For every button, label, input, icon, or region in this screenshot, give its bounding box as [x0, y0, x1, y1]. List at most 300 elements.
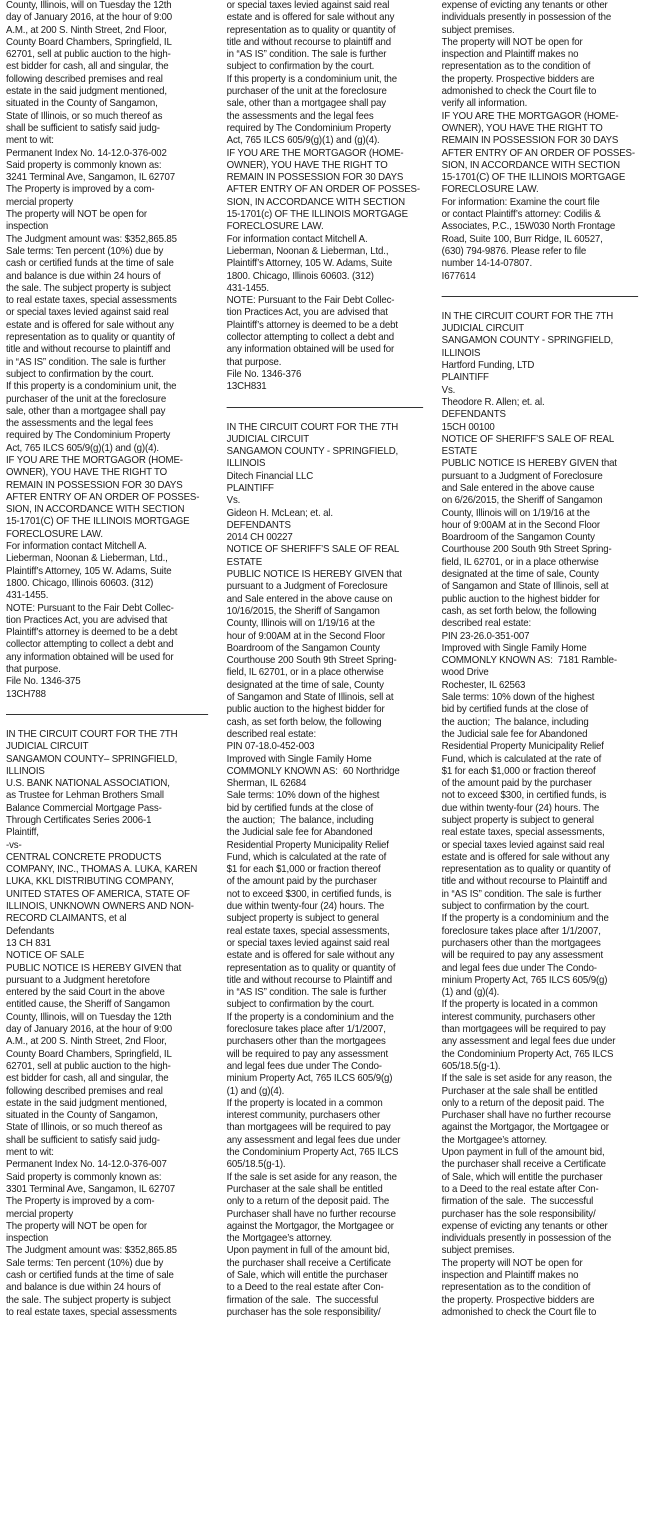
notice-text-line: ESTATE [441, 446, 478, 458]
notice-text-line: minium Property Act, 765 ILCS 605/9(g) [441, 974, 608, 986]
column-2 [221, 0, 423, 1524]
notice-text-line: State of Illinois, or so much thereof as [6, 110, 163, 122]
notice-text-line: in “AS IS” condition. The sale is further [226, 49, 387, 61]
notice-text-line: foreclosure takes place after 1/1/2007, [441, 925, 601, 937]
notice-text-line: 605/18.5(g-1). [226, 1159, 286, 1171]
notice-text-line: The property will NOT be open for [6, 209, 147, 221]
notice-text-line: If the property is a condominium and the [226, 1011, 394, 1023]
notice-text-line: of Sangamon and State of Illinois, sell at [441, 581, 609, 593]
notice-text-line: NOTE: Pursuant to the Fair Debt Collec- [6, 602, 174, 614]
notice-text-line: bid by certified funds at the close of [441, 704, 589, 716]
notice-text-line: real estate taxes, special assessments, [226, 925, 390, 937]
notice-divider [6, 714, 208, 715]
notice-text-line: Courthouse 200 South 9th Street Spring- [226, 655, 397, 667]
notice-text-line: ment to wit: [6, 135, 54, 147]
notice-text-line: estate in the said judgment mentioned, [6, 1097, 167, 1109]
notice-text-line: OWNER), YOU HAVE THE RIGHT TO [6, 467, 168, 479]
notice-text-line: the Condominium Property Act, 765 ILCS [226, 1147, 399, 1159]
notice-text-line: following described premises and real [6, 73, 163, 85]
notice-text-line: County, Illinois, will on Tuesday the 12th [6, 1011, 172, 1023]
notice-text-line: as Trustee for Lehman Brothers Small [6, 790, 164, 802]
legal-notice [6, 729, 208, 1319]
notice-text-line: designated at the time of sale, County [226, 679, 384, 691]
notice-text-line: 2014 CH 00227 [226, 532, 293, 544]
notice-text-line: The property will NOT be open for [441, 36, 583, 48]
notice-text-line: NOTICE OF SALE [6, 950, 85, 962]
notice-text-line: COMPANY, INC., THOMAS A. LUKA, KAREN [6, 864, 198, 876]
notice-text-line: -vs- [6, 839, 22, 851]
notice-text-line: collector attempting to collect a debt and [226, 332, 394, 344]
notice-text-line: due within twenty-four (24) hours. The [441, 802, 600, 814]
notice-text-line: the auction; The balance, including [226, 815, 374, 826]
notice-text-line: 15-1701(C) OF THE ILLINOIS MORTGAGE [441, 172, 626, 184]
notice-text-line: ILLINOIS [441, 347, 481, 359]
notice-text-line: title and without recourse to plaintiff and [6, 344, 171, 356]
notice-text-line: purchaser has the sole responsibility/ [226, 1306, 381, 1318]
notice-text-line: Said property is commonly known as: [6, 1171, 162, 1183]
notice-text-line: expense of evicting any tenants or other [441, 0, 608, 11]
notice-text-line: Said property is commonly known as: [6, 159, 162, 171]
notice-text-line: JUDICIAL CIRCUIT [226, 433, 309, 445]
legal-notice [442, 311, 638, 1319]
notice-text-line: bid by certified funds at the close of [226, 802, 374, 814]
notice-text-line: than mortgagees will be required to pay [441, 1024, 606, 1036]
notice-text-line: shall be sufficient to satisfy said judg- [6, 1134, 160, 1146]
notice-text-line: field, IL 62701, or in a place otherwise [441, 556, 599, 568]
notice-text-line: County, Illinois will on 1/19/16 at the [441, 507, 590, 519]
notice-text-line: 15-1701(c) OF THE ILLINOIS MORTGAGE [226, 209, 409, 221]
notice-text-line: IN THE CIRCUIT COURT FOR THE 7TH [6, 728, 178, 740]
notice-text-line: cash or certified funds at the time of sale [6, 1269, 174, 1281]
notice-text-line: AFTER ENTRY OF AN ORDER OF POSSES- [441, 147, 635, 159]
notice-text-line: minium Property Act, 765 ILCS 605/9(g) [226, 1073, 393, 1085]
notice-text-line: estate and is offered for sale without any [6, 319, 174, 331]
notice-text-line: 605/18.5(g-1). [441, 1060, 501, 1072]
notice-text-line: I677614 [441, 270, 476, 282]
notice-text-line: day of January 2016, at the hour of 9:00 [6, 12, 173, 24]
notice-text-line: Road, Suite 100, Burr Ridge, IL 60527, [441, 233, 603, 245]
notice-text-line: 1800. Chicago, Illinois 60603. (312) [6, 577, 154, 589]
notice-text-line: that purpose. [6, 664, 61, 676]
notice-text-line: The property will NOT be open for [6, 1220, 147, 1232]
notice-text-line: estate in the said judgment mentioned, [6, 86, 167, 98]
notice-text-line: day of January 2016, at the hour of 9:00 [6, 1024, 173, 1036]
notice-text-line: IF YOU ARE THE MORTGAGOR (HOME- [226, 147, 404, 159]
notice-text-line: PLAINTIFF [441, 372, 489, 384]
notice-text-line: to a Deed to the real estate after Con- [226, 1282, 384, 1294]
column-3 [436, 0, 638, 1524]
notice-text-line: PUBLIC NOTICE IS HEREBY GIVEN that [6, 962, 182, 974]
notice-text-line: SANGAMON COUNTY - SPRINGFIELD, [441, 335, 614, 347]
legal-notice [6, 0, 208, 701]
notice-text-line: real estate taxes, special assessments, [441, 827, 605, 839]
notice-text-line: representation as to the condition of [441, 1282, 591, 1294]
notice-text-line: foreclosure takes place after 1/1/2007, [226, 1024, 386, 1036]
notice-text-line: the property. Prospective bidders are [441, 1294, 595, 1306]
notice-text-line: the Mortgagee’s attorney. [441, 1134, 547, 1146]
notice-text-line: the Condominium Property Act, 765 ILCS [441, 1048, 614, 1060]
notice-text-line: the Judicial sale fee for Abandoned [226, 827, 373, 839]
notice-text-line: FORECLOSURE LAW. [441, 184, 539, 196]
notice-text-line: individuals presently in possession of the [441, 12, 612, 24]
notice-text-line: expense of evicting any tenants or other [441, 1220, 608, 1232]
notice-text-line: FORECLOSURE LAW. [6, 528, 103, 540]
notice-text-line: estate and is offered for sale without any [226, 950, 395, 962]
notice-text-line: of the amount paid by the purchaser [441, 778, 592, 790]
notice-text-line: NOTICE OF SHERIFF’S SALE OF REAL [441, 433, 615, 445]
legal-notice [442, 0, 638, 283]
notice-text-line: Gideon H. McLean; et. al. [226, 507, 333, 519]
notice-text-line: Rochester, IL 62563 [441, 679, 526, 691]
notice-text-line: and balance is due within 24 hours of [6, 270, 161, 282]
notice-text-line: PUBLIC NOTICE IS HEREBY GIVEN that [441, 458, 617, 470]
notice-text-line: Purchaser shall have no further recourse [226, 1208, 396, 1220]
notice-text-line: Lieberman, Noonan & Lieberman, Ltd., [6, 553, 168, 565]
notice-text-line: Sale terms: Ten percent (10%) due by [6, 245, 164, 257]
notice-text-line: REMAIN IN POSSESSION FOR 30 DAYS [441, 135, 619, 147]
notice-text-line: any information obtained will be used for [226, 344, 395, 356]
notice-text-line: mercial property [6, 196, 74, 208]
notice-text-line: File No. 1346-376 [226, 368, 302, 380]
notice-text-line: verify all information. [441, 98, 528, 110]
notice-text-line: or contact Plaintiff’s attorney: Codilis & [441, 209, 601, 221]
notice-text-line: to real estate taxes, special assessments [6, 295, 177, 307]
notice-text-line: 3241 Terminal Ave, Sangamon, IL 62707 [6, 172, 175, 184]
notice-text-line: due within twenty-four (24) hours. The [226, 901, 385, 913]
notice-text-line: entered by the said Court in the above [6, 987, 165, 999]
notice-text-line: of the amount paid by the purchaser [226, 876, 377, 888]
notice-text-line: County, Illinois will on 1/19/16 at the [226, 618, 375, 630]
notice-text-line: will be required to pay any assessment [226, 1048, 389, 1060]
notice-text-line: IN THE CIRCUIT COURT FOR THE 7TH [441, 310, 614, 322]
notice-text-line: 431-1455. [6, 590, 49, 602]
notice-text-line: Defendants [6, 925, 55, 937]
notice-text-line: PLAINTIFF [226, 482, 274, 494]
notice-text-line: representation as to quality or quantity of [6, 332, 175, 344]
notice-text-line: For information contact Mitchell A. [226, 233, 368, 245]
column-1 [6, 0, 208, 1524]
notice-text-line: (1) and (g)(4). [441, 987, 500, 999]
notice-text-line: FORECLOSURE LAW. [226, 221, 324, 233]
notice-text-line: subject to confirmation by the court. [226, 999, 375, 1011]
notice-text-line: Fund, which is calculated at the rate of [226, 851, 387, 863]
notice-text-line: required by The Condominium Property [6, 430, 171, 442]
notice-text-line: any information obtained will be used for [6, 651, 174, 663]
notice-text-line: in “AS IS” condition. The sale is further [226, 987, 387, 999]
column-2-content [227, 0, 423, 1319]
notice-text-line: the Mortgagee’s attorney. [226, 1233, 332, 1245]
notice-text-line: described real estate: [441, 618, 532, 630]
notice-text-line: admonished to check the Court file to [441, 1306, 597, 1318]
notice-text-line: Permanent Index No. 14-12.0-376-007 [6, 1159, 167, 1171]
notice-text-line: the purchaser shall receive a Certificate [226, 1257, 391, 1269]
notice-text-line: than mortgagees will be required to pay [226, 1122, 391, 1134]
notice-text-line: If the sale is set aside for any reason, the [441, 1073, 612, 1085]
notice-text-line: wood Drive [441, 667, 489, 679]
notice-divider [227, 407, 423, 408]
notice-text-line: SION, IN ACCORDANCE WITH SECTION [441, 159, 620, 171]
legal-notice [227, 422, 423, 1320]
notice-text-line: estate and is offered for sale without any [441, 851, 610, 863]
notice-text-line: shall be sufficient to satisfy said judg- [6, 122, 160, 134]
notice-text-line: 62701, sell at public auction to the high- [6, 1060, 171, 1072]
notice-text-line: JUDICIAL CIRCUIT [441, 323, 524, 335]
notice-text-line: Vs. [226, 495, 241, 507]
notice-text-line: admonished to check the Court file to [441, 86, 597, 98]
notice-text-line: purchaser has the sole responsibility/ [441, 1208, 596, 1220]
notice-text-line: subject to confirmation by the court. [226, 61, 375, 73]
notice-text-line: field, IL 62701, or in a place otherwise [226, 667, 384, 679]
notice-text-line: inspection [6, 1233, 49, 1245]
notice-text-line: Balance Commercial Mortgage Pass- [6, 802, 162, 814]
notice-text-line: the purchaser shall receive a Certificate [441, 1159, 606, 1171]
notice-text-line: SION, IN ACCORDANCE WITH SECTION [6, 504, 185, 516]
notice-text-line: 13 CH 831 [6, 937, 52, 949]
notice-text-line: and legal fees due under The Condo- [226, 1060, 382, 1072]
notice-text-line: Sale terms: Ten percent (10%) due by [6, 1257, 164, 1269]
notice-text-line: of Sale, which will entitle the purchaser [226, 1269, 388, 1281]
notice-text-line: County Board Chambers, Springfield, IL [6, 1048, 172, 1060]
notice-text-line: in “AS IS” condition. The sale is further [441, 888, 602, 900]
notice-text-line: $1 for each $1,000 or fraction thereof [441, 765, 596, 777]
notice-text-line: IN THE CIRCUIT COURT FOR THE 7TH [226, 421, 399, 433]
notice-text-line: If this property is a condominium unit, the [6, 381, 177, 393]
notice-text-line: purchaser of the unit at the foreclosure [226, 86, 387, 98]
notice-text-line: purchasers other than the mortgagees [226, 1036, 386, 1048]
notice-text-line: mercial property [6, 1208, 74, 1220]
notice-text-line: tion Practices Act, you are advised that [226, 307, 388, 319]
notice-text-line: PUBLIC NOTICE IS HEREBY GIVEN that [226, 569, 402, 581]
notice-text-line: only to a return of the deposit paid. The [226, 1196, 390, 1208]
notice-text-line: not to exceed $300, in certified funds, is [226, 888, 392, 900]
notice-text-line: REMAIN IN POSSESSION FOR 30 DAYS [6, 479, 183, 491]
notice-text-line: Vs. [441, 384, 456, 396]
notice-text-line: County, Illinois, will on Tuesday the 12th [6, 0, 172, 11]
notice-text-line: IF YOU ARE THE MORTGAGOR (HOME- [441, 110, 619, 122]
notice-text-line: File No. 1346-375 [6, 676, 81, 688]
notice-text-line: the sale. The subject property is subject [6, 282, 171, 294]
notice-text-line: (630) 794-9876. Please refer to file [441, 245, 587, 257]
notice-text-line: and legal fees due under The Condo- [441, 962, 597, 974]
notice-text-line: Plaintiff’s Attorney, 105 W. Adams, Suite [6, 565, 172, 577]
notice-text-line: Fund, which is calculated at the rate of [441, 753, 602, 765]
notice-text-line: NOTICE OF SHERIFF’S SALE OF REAL [226, 544, 400, 556]
notice-text-line: Theodore R. Allen; et. al. [441, 396, 545, 408]
notice-text-line: cash or certified funds at the time of sale [6, 258, 174, 270]
notice-text-line: If the property is located in a common [226, 1097, 383, 1109]
notice-text-line: PIN 07-18.0-452-003 [226, 741, 315, 753]
notice-text-line: If the sale is set aside for any reason, the [226, 1171, 397, 1183]
notice-text-line: PIN 23-26.0-351-007 [441, 630, 530, 642]
notice-text-line: 62701, sell at public auction to the high- [6, 49, 171, 61]
notice-text-line: entitled cause, the Sheriff of Sangamon [6, 999, 170, 1011]
notice-text-line: DEFENDANTS [441, 409, 506, 421]
notice-text-line: (1) and (g)(4). [226, 1085, 285, 1097]
notice-text-line: title and without recourse to Plaintiff and [441, 876, 608, 888]
notice-text-line: ILLINOIS [226, 458, 266, 470]
notice-text-line: A.M., at 200 S. Ninth Street, 2nd Floor, [6, 1036, 167, 1048]
notice-text-line: Purchaser at the sale shall be entitled [441, 1085, 598, 1097]
notice-text-line: A.M., at 200 S. Ninth Street, 2nd Floor, [6, 24, 167, 36]
notice-text-line: inspection and Plaintiff makes no [441, 1269, 579, 1281]
notice-text-line: and Sale entered in the above cause [441, 482, 595, 494]
notice-text-line: the auction; The balance, including [441, 716, 589, 728]
notice-text-line: tion Practices Act, you are advised that [6, 614, 168, 626]
notice-text-line: subject property is subject to general [226, 913, 379, 925]
notice-text-line: 1800. Chicago, Illinois 60603. (312) [226, 270, 374, 282]
notice-text-line: title and without recourse to Plaintiff and [226, 974, 393, 986]
notice-text-line: CENTRAL CONCRETE PRODUCTS [6, 851, 162, 863]
notice-text-line: est bidder for cash, all and singular, the [6, 61, 169, 73]
notice-text-line: If the property is a condominium and the [441, 913, 609, 925]
notice-text-line: or special taxes levied against said real [226, 937, 390, 949]
notice-text-line: LUKA, KKL DISTRIBUTING COMPANY, [6, 876, 174, 888]
notice-text-line: AFTER ENTRY OF AN ORDER OF POSSES- [226, 184, 420, 196]
notice-text-line: The Judgment amount was: $352,865.85 [6, 1245, 177, 1257]
notice-text-line: public auction to the highest bidder for [226, 704, 385, 716]
notice-text-line: designated at the time of sale, County [441, 569, 599, 581]
notice-text-line: will be required to pay any assessment [441, 950, 604, 962]
notice-text-line: the property. Prospective bidders are [441, 73, 595, 85]
notice-text-line: on 6/26/2015, the Sheriff of Sangamon [441, 495, 603, 507]
notice-text-line: interest community, purchasers other [441, 1011, 596, 1023]
notice-text-line: representation as to the condition of [441, 61, 591, 73]
notice-text-line: JUDICIAL CIRCUIT [6, 741, 89, 753]
notice-text-line: Boardroom of the Sangamon County [226, 642, 380, 654]
notice-text-line: For information contact Mitchell A. [6, 541, 147, 553]
notice-text-line: and balance is due within 24 hours of [6, 1282, 161, 1294]
notice-text-line: COMMONLY KNOWN AS: 7181 Ramble- [441, 655, 617, 667]
notice-text-line: AFTER ENTRY OF AN ORDER OF POSSES- [6, 491, 200, 503]
column-1-content [6, 0, 208, 1319]
notice-text-line: estate and is offered for sale without any [226, 12, 395, 24]
notice-text-line: Boardroom of the Sangamon County [441, 532, 595, 544]
notice-text-line: ILLINOIS, UNKNOWN OWNERS AND NON- [6, 901, 194, 913]
notice-text-line: Improved with Single Family Home [441, 642, 587, 654]
notice-text-line: representation as to quality or quantity of [441, 864, 611, 876]
notice-text-line: U.S. BANK NATIONAL ASSOCIATION, [6, 778, 170, 790]
legal-notice [227, 0, 423, 394]
notice-text-line: of Sale, which will entitle the purchaser [441, 1171, 603, 1183]
notice-text-line: hour of 9:00AM at in the Second Floor [226, 630, 386, 642]
notice-text-line: For information: Examine the court file [441, 196, 600, 208]
notice-text-line: firmation of the sale. The successful [226, 1294, 379, 1306]
notice-text-line: Upon payment in full of the amount bid, [226, 1245, 390, 1257]
notice-text-line: Purchaser shall have no further recourse [441, 1110, 611, 1122]
notice-text-line: Plaintiff’s Attorney, 105 W. Adams, Suite [226, 258, 393, 270]
notice-text-line: subject premises. [441, 1245, 515, 1257]
notice-text-line: The Property is improved by a com- [6, 184, 155, 196]
notice-text-line: that purpose. [226, 356, 282, 368]
notice-text-line: IF YOU ARE THE MORTGAGOR (HOME- [6, 454, 183, 466]
notice-text-line: pursuant to a Judgment heretofore [6, 974, 150, 986]
notice-text-line: and Sale entered in the above cause on [226, 593, 393, 605]
notice-text-line: Plaintiff’s attorney is deemed to be a debt [6, 627, 178, 639]
notice-text-line: ESTATE [226, 556, 263, 568]
notice-text-line: pursuant to a Judgment of Foreclosure [441, 470, 603, 482]
notice-text-line: Plaintiff, [6, 827, 39, 839]
notice-text-line: OWNER), YOU HAVE THE RIGHT TO [441, 122, 603, 134]
notice-text-line: NOTE: Pursuant to the Fair Debt Collec- [226, 295, 395, 307]
notice-text-line: or special taxes levied against said real [441, 839, 605, 851]
notice-text-line: subject premises. [441, 24, 515, 36]
notice-text-line: Improved with Single Family Home [226, 753, 372, 765]
notice-text-line: individuals presently in possession of the [441, 1233, 612, 1245]
notice-text-line: SION, IN ACCORDANCE WITH SECTION [226, 196, 405, 208]
notice-text-line: SANGAMON COUNTY– SPRINGFIELD, [6, 753, 178, 765]
notice-text-line: to a Deed to the real estate after Con- [441, 1183, 599, 1195]
notice-text-line: Act, 765 ILCS 605/9(g)(1) and (g)(4). [226, 135, 380, 147]
notice-text-line: pursuant to a Judgment of Foreclosure [226, 581, 388, 593]
notice-text-line: 13CH788 [6, 688, 46, 700]
notice-text-line: State of Illinois, or so much thereof as [6, 1122, 163, 1134]
notice-text-line: Associates, P.C., 15W030 North Frontage [441, 221, 616, 233]
notice-text-line: Sherman, IL 62684 [226, 778, 307, 790]
notice-text-line: cash, as set forth below, the following [441, 605, 597, 617]
notice-text-line: Through Certificates Series 2006-1 [6, 815, 152, 826]
notice-text-line: in “AS IS” condition. The sale is further [6, 356, 166, 368]
notice-text-line: purchaser of the unit at the foreclosure [6, 393, 167, 405]
notice-text-line: subject to confirmation by the court. [6, 368, 154, 380]
notice-text-line: Permanent Index No. 14-12.0-376-002 [6, 147, 167, 159]
notice-text-line: or special taxes levied against said real [6, 307, 169, 319]
notice-text-line: Residential Property Municipality Relief [441, 741, 604, 753]
notice-text-line: the sale. The subject property is subject [6, 1294, 171, 1306]
notice-text-line: following described premises and real [6, 1085, 163, 1097]
notice-text-line: If this property is a condominium unit, the [226, 73, 398, 85]
notice-text-line: ILLINOIS [6, 765, 45, 777]
notice-text-line: any assessment and legal fees due under [441, 1036, 616, 1048]
notice-text-line: $1 for each $1,000 or fraction thereof [226, 864, 381, 876]
notice-text-line: title and without recourse to plaintiff and [226, 36, 391, 48]
notice-text-line: 431-1455. [226, 282, 269, 294]
notice-text-line: the assessments and the legal fees [226, 110, 374, 122]
notice-text-line: purchasers other than the mortgagees [441, 937, 601, 949]
notice-text-line: any assessment and legal fees due under [226, 1134, 401, 1146]
notice-text-line: Sale terms: 10% down of the highest [226, 790, 380, 802]
notice-text-line: situated in the County of Sangamon, [6, 1110, 158, 1122]
notice-text-line: DEFENDANTS [226, 519, 291, 531]
notice-text-line: against the Mortgagor, the Mortgagee or [441, 1122, 609, 1134]
notice-text-line: COMMONLY KNOWN AS: 60 Northridge [226, 765, 400, 777]
notice-text-line: 13CH831 [226, 381, 267, 393]
notice-text-line: OWNER), YOU HAVE THE RIGHT TO [226, 159, 388, 171]
notice-text-line: The Judgment amount was: $352,865.85 [6, 233, 177, 245]
notice-text-line: inspection [6, 221, 49, 233]
notice-text-line: REMAIN IN POSSESSION FOR 30 DAYS [226, 172, 404, 184]
notice-text-line: or special taxes levied against said real [226, 0, 390, 11]
notice-text-line: sale, other than a mortgagee shall pay [226, 98, 386, 110]
notice-text-line: If the property is located in a common [441, 999, 598, 1011]
notice-text-line: Purchaser at the sale shall be entitled [226, 1183, 383, 1195]
notice-text-line: cash, as set forth below, the following [226, 716, 382, 728]
notice-text-line: Lieberman, Noonan & Lieberman, Ltd., [226, 245, 389, 257]
notice-text-line: Upon payment in full of the amount bid, [441, 1147, 605, 1159]
notice-divider [442, 296, 638, 297]
notice-text-line: 15-1701(C) OF THE ILLINOIS MORTGAGE [6, 516, 190, 528]
notice-text-line: only to a return of the deposit paid. The [441, 1097, 605, 1109]
notice-text-line: subject property is subject to general [441, 815, 594, 826]
notice-text-line: Courthouse 200 South 9th Street Spring- [441, 544, 612, 556]
notice-text-line: SANGAMON COUNTY - SPRINGFIELD, [226, 446, 399, 458]
notice-text-line: not to exceed $300, in certified funds, is [441, 790, 607, 802]
notice-text-line: Ditech Financial LLC [226, 470, 314, 482]
notice-text-line: against the Mortgagor, the Mortgagee or [226, 1220, 394, 1232]
notice-text-line: County Board Chambers, Springfield, IL [6, 36, 172, 48]
notice-text-line: public auction to the highest bidder for [441, 593, 600, 605]
column-3-content [442, 0, 638, 1319]
notice-text-line: 15CH 00100 [441, 421, 495, 433]
